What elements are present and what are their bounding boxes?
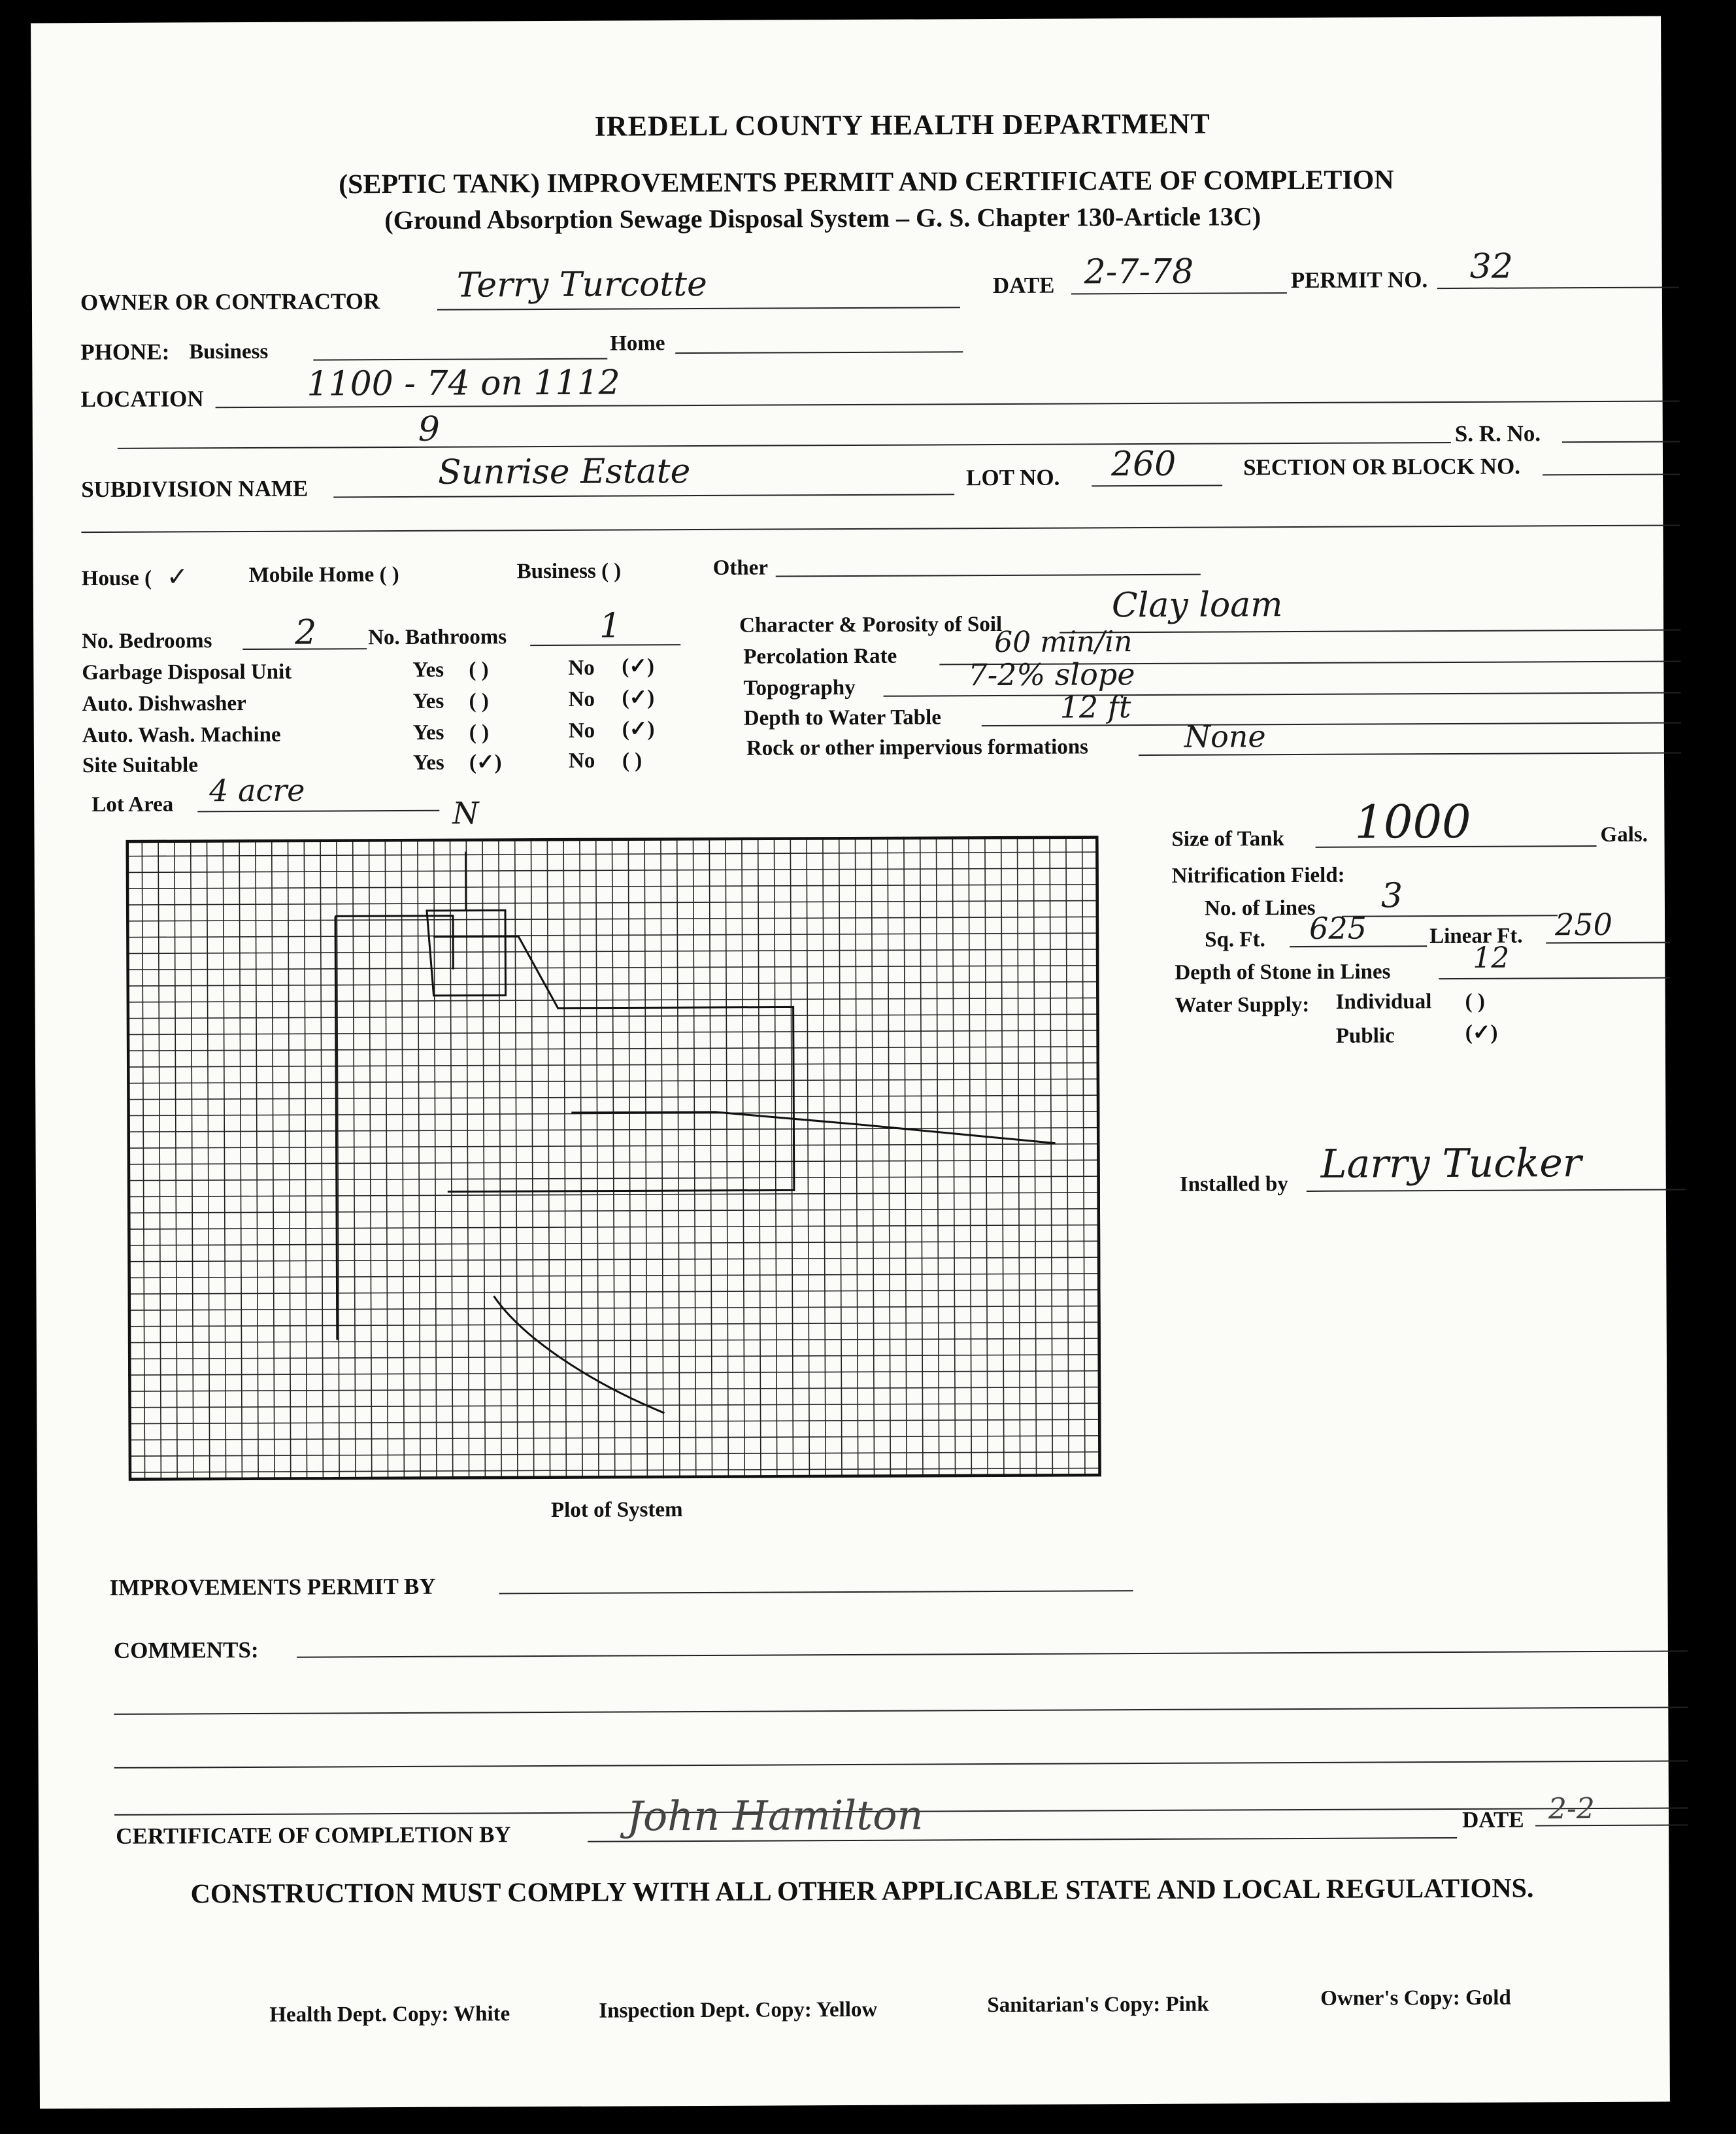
dishwasher-label: Auto. Dishwasher	[82, 692, 246, 717]
grid-vline	[531, 838, 533, 1479]
grid-vline	[175, 840, 177, 1481]
other-type-label: Other	[712, 556, 769, 580]
tank-size-label: Size of Tank	[1171, 827, 1284, 851]
grid-vline	[709, 838, 712, 1478]
wash-machine-label: Auto. Wash. Machine	[82, 722, 281, 748]
site-yes-label: Yes	[412, 751, 444, 775]
water-supply-label: Water Supply:	[1175, 992, 1310, 1017]
lines-label: No. of Lines	[1204, 896, 1316, 921]
copy-sanitarian: Sanitarian's Copy: Pink	[987, 1992, 1209, 2018]
grid-vline	[904, 837, 907, 1478]
grid-lines	[126, 836, 1101, 1480]
wash-machine-yes-label: Yes	[412, 720, 444, 745]
grid-vline	[1017, 836, 1020, 1477]
public-mark[interactable]: (✓)	[1465, 1021, 1498, 1045]
location-value-2[interactable]: 9	[418, 409, 440, 449]
copy-inspection: Inspection Dept. Copy: Yellow	[599, 1997, 878, 2023]
grid-vline	[142, 840, 144, 1481]
grid-vline	[499, 838, 501, 1479]
location-line-2	[118, 442, 1451, 449]
bedrooms-label: No. Bedrooms	[82, 629, 212, 654]
site-suitable-label: Site Suitable	[82, 753, 199, 778]
wash-machine-no-label: No	[568, 719, 595, 743]
sr-no-label: S. R. No.	[1454, 420, 1541, 447]
dishwasher-no-mark[interactable]: (✓)	[622, 686, 655, 710]
grid-vline	[272, 839, 275, 1480]
copy-health: Health Dept. Copy: White	[269, 2002, 510, 2027]
grid-vline	[1033, 836, 1036, 1477]
lot-area-line	[197, 810, 439, 813]
certificate-date-value[interactable]: 2-2	[1548, 1792, 1595, 1826]
phone-business-line	[313, 358, 607, 361]
grid-vline	[401, 839, 404, 1480]
grid-vline	[612, 838, 614, 1479]
grid-vline	[466, 839, 469, 1480]
comments-line-1	[297, 1650, 1688, 1657]
tank-size-value[interactable]: 1000	[1354, 794, 1471, 849]
gals-label: Gals.	[1600, 822, 1648, 847]
comments-label: COMMENTS:	[113, 1636, 259, 1663]
permit-no-line	[1437, 286, 1679, 289]
business-type-label: Business ( )	[516, 559, 622, 584]
permit-form	[31, 16, 1670, 2109]
grid-vline	[693, 838, 695, 1478]
stone-depth-line	[1439, 977, 1670, 980]
subdivision-label: SUBDIVISION NAME	[81, 475, 309, 503]
soil-character-value[interactable]: Clay loam	[1111, 585, 1283, 626]
dishwasher-yes-label: Yes	[412, 689, 444, 713]
grid-vline	[742, 838, 744, 1478]
certificate-date-label: DATE	[1461, 1806, 1524, 1833]
grid-vline	[644, 838, 647, 1478]
dishwasher-no-label: No	[568, 687, 595, 711]
permit-no-label: PERMIT NO.	[1290, 267, 1428, 294]
garbage-yes-mark[interactable]: ( )	[469, 658, 489, 682]
sr-no-line	[1562, 441, 1680, 443]
site-yes-mark[interactable]: (✓)	[469, 751, 502, 775]
grid-vline	[158, 840, 161, 1481]
date-line	[1071, 292, 1287, 294]
grid-vline	[353, 839, 356, 1480]
grid-vline	[288, 839, 291, 1480]
permit-by-line	[499, 1590, 1133, 1594]
department-title: IREDELL COUNTY HEALTH DEPARTMENT	[594, 107, 1210, 143]
grid-vline	[434, 839, 437, 1480]
dishwasher-yes-mark[interactable]: ( )	[469, 689, 489, 713]
grid-vline	[1066, 836, 1069, 1477]
sqft-label: Sq. Ft.	[1205, 928, 1265, 952]
grid-vline	[596, 838, 599, 1479]
grid-vline	[936, 836, 939, 1477]
form-subtitle: (Ground Absorption Sewage Disposal System – G. S. Chapter 130-Article 13C)	[384, 201, 1261, 235]
other-type-line	[776, 574, 1201, 577]
water-table-label: Depth to Water Table	[743, 705, 942, 730]
grid-vline	[807, 837, 809, 1478]
topography-line	[884, 692, 1681, 696]
individual-label: Individual	[1335, 990, 1432, 1014]
grid-vline	[580, 838, 582, 1479]
stone-depth-label: Depth of Stone in Lines	[1175, 960, 1391, 985]
grid-vline	[823, 837, 826, 1478]
grid-vline	[1001, 836, 1004, 1477]
nitrification-label: Nitrification Field:	[1171, 863, 1345, 888]
mobile-home-label: Mobile Home ( )	[248, 563, 399, 588]
lot-no-value[interactable]: 260	[1110, 444, 1177, 484]
grid-vline	[256, 839, 258, 1480]
comments-line-3	[114, 1760, 1688, 1769]
grid-vline	[952, 836, 955, 1477]
grid-vline	[482, 838, 485, 1479]
permit-no-value[interactable]: 32	[1469, 246, 1514, 286]
permit-by-label: IMPROVEMENTS PERMIT BY	[109, 1573, 436, 1600]
date-label: DATE	[992, 272, 1055, 299]
owner-label: OWNER OR CONTRACTOR	[80, 288, 380, 316]
grid-vline	[207, 839, 210, 1480]
water-table-value[interactable]: 12 ft	[1060, 689, 1131, 725]
separator-line	[81, 524, 1680, 533]
certificate-signature[interactable]: John Hamilton	[626, 1791, 924, 1840]
grid-vline	[239, 839, 242, 1480]
soil-character-label: Character & Porosity of Soil	[739, 612, 1003, 637]
grid-vline	[969, 836, 971, 1477]
linear-ft-label: Linear Ft.	[1429, 924, 1523, 949]
grid-vline	[790, 837, 793, 1478]
copy-owner: Owner's Copy: Gold	[1320, 1986, 1511, 2010]
certificate-label: CERTIFICATE OF COMPLETION BY	[116, 1821, 511, 1849]
topography-value[interactable]: 7-2% slope	[968, 656, 1135, 693]
comments-line-2	[114, 1706, 1688, 1715]
lot-area-value[interactable]: 4 acre	[209, 772, 305, 809]
percolation-value[interactable]: 60 min/in	[994, 625, 1133, 660]
grid-vline	[758, 838, 761, 1478]
phone-business-label: Business	[189, 339, 269, 364]
linear-ft-value[interactable]: 250	[1554, 906, 1613, 943]
grid-vline	[920, 837, 923, 1478]
grid-vline	[385, 839, 388, 1480]
bedrooms-value[interactable]: 2	[294, 613, 317, 652]
grid-vline	[677, 838, 680, 1478]
grid-svg	[126, 836, 1101, 1480]
wash-machine-no-mark[interactable]: (✓)	[622, 717, 655, 741]
owner-line	[437, 307, 960, 310]
section-block-label: SECTION OR BLOCK NO.	[1243, 453, 1521, 481]
lines-value[interactable]: 3	[1380, 876, 1403, 916]
north-label: N	[452, 795, 479, 831]
lot-no-label: LOT NO.	[966, 464, 1060, 491]
location-label: LOCATION	[80, 386, 204, 413]
grid-vline	[563, 838, 566, 1479]
lot-no-line	[1092, 485, 1222, 487]
grid-vline	[515, 838, 518, 1479]
compliance-notice: CONSTRUCTION MUST COMPLY WITH ALL OTHER APPLICABLE STATE AND LOCAL REGULATIONS.	[190, 1873, 1534, 1910]
grid-vline	[628, 838, 631, 1478]
grid-vline	[223, 839, 225, 1480]
soil-character-line	[1060, 629, 1680, 633]
garbage-yes-label: Yes	[412, 658, 444, 682]
wash-machine-yes-mark[interactable]: ( )	[469, 720, 490, 745]
stone-depth-value[interactable]: 12	[1473, 941, 1510, 975]
topography-label: Topography	[743, 675, 856, 700]
plot-caption: Plot of System	[550, 1498, 683, 1523]
sketch-scribble	[494, 1295, 665, 1414]
phone-home-line	[675, 351, 963, 354]
grid-vline	[1050, 836, 1052, 1477]
sqft-value[interactable]: 625	[1309, 910, 1367, 946]
location-value[interactable]: 1100 - 74 on 1112	[307, 363, 620, 404]
grid-vline	[774, 838, 776, 1478]
grid-vline	[304, 839, 307, 1480]
lines-line	[1342, 915, 1558, 917]
phone-label: PHONE:	[80, 339, 170, 365]
date-value[interactable]: 2-7-78	[1084, 252, 1194, 292]
grid-vline	[726, 838, 728, 1478]
individual-mark[interactable]: ( )	[1465, 989, 1485, 1013]
percolation-label: Percolation Rate	[743, 644, 897, 669]
site-no-mark[interactable]: ( )	[622, 749, 643, 773]
house-checkmark[interactable]: ✓	[166, 562, 189, 592]
section-block-line	[1543, 473, 1680, 475]
lot-area-label: Lot Area	[92, 792, 174, 817]
grid-vline	[661, 838, 663, 1478]
rock-formations-value[interactable]: None	[1184, 719, 1266, 754]
public-label: Public	[1335, 1024, 1395, 1048]
bathrooms-value[interactable]: 1	[599, 606, 622, 646]
site-no-label: No	[568, 749, 595, 773]
garbage-no-mark[interactable]: (✓)	[622, 654, 655, 679]
owner-value[interactable]: Terry Turcotte	[456, 264, 708, 305]
grid-vline	[871, 837, 874, 1478]
subdivision-line	[333, 494, 954, 498]
grid-vline	[1082, 836, 1085, 1476]
installed-by-value[interactable]: Larry Tucker	[1320, 1140, 1582, 1187]
grid-vline	[191, 839, 193, 1480]
grid-vline	[855, 837, 858, 1478]
form-title: (SEPTIC TANK) IMPROVEMENTS PERMIT AND CERTIFICATE OF COMPLETION	[339, 165, 1394, 200]
grid-vline	[839, 837, 842, 1478]
grid-vline	[320, 839, 323, 1480]
subdivision-value[interactable]: Sunrise Estate	[437, 452, 691, 492]
house-label: House (	[81, 566, 152, 591]
grid-vline	[369, 839, 372, 1480]
grid-vline	[547, 838, 550, 1479]
grid-vline	[985, 836, 988, 1477]
installed-by-line	[1307, 1189, 1686, 1192]
grid-vline	[888, 837, 890, 1478]
rock-formations-label: Rock or other impervious formations	[746, 735, 1089, 760]
installed-by-label: Installed by	[1179, 1172, 1288, 1196]
garbage-no-label: No	[568, 656, 595, 680]
bathrooms-label: No. Bathrooms	[368, 625, 507, 650]
grid-vline	[418, 839, 420, 1480]
garbage-disposal-label: Garbage Disposal Unit	[82, 660, 292, 685]
phone-home-label: Home	[610, 331, 665, 356]
